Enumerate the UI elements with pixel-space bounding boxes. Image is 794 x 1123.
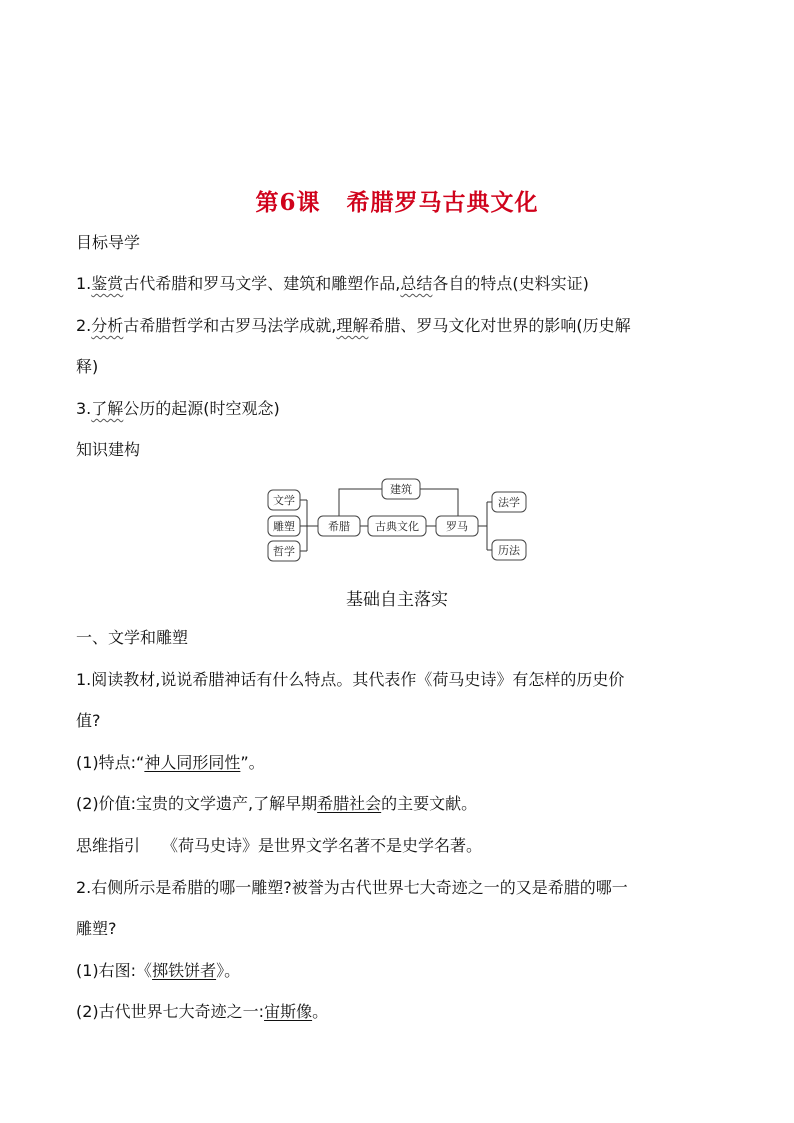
lesson-name: 希腊罗马古典文化 [346,190,539,216]
thinking-tip: 思维指引 《荷马史诗》是世界文学名著不是史学名著。 [76,836,483,855]
question-1: 1.阅读教材,说说希腊神话有什么特点。其代表作《荷马史诗》有怎样的历史价 [76,670,625,689]
section-heading: 基础自主落实 [346,590,448,610]
answer-3: (1)右图:《掷铁饼者》。 [76,961,241,980]
part1-heading: 一、文学和雕塑 [76,628,189,647]
answer-blank: 神人同形同性 [144,753,241,772]
node-literature: 文学 [273,494,295,507]
objective-2: 2.分析古希腊哲学和古罗马法学成就,理解希腊、罗马文化对世界的影响(历史解 [76,316,631,335]
answer-4: (2)古代世界七大奇迹之一:宙斯像。 [76,1002,329,1021]
question-1-cont: 值? [76,711,101,730]
question-2: 2.右侧所示是希腊的哪一雕塑?被誉为古代世界七大奇迹之一的又是希腊的哪一 [76,878,628,897]
answer-blank: 宙斯像 [264,1002,313,1021]
objectives-heading: 目标导学 [76,233,141,252]
objective-1: 1.鉴赏古代希腊和罗马文学、建筑和雕塑作品,总结各自的特点(史料实证) [76,274,589,293]
node-sculpture: 雕塑 [273,520,295,533]
answer-2: (2)价值:宝贵的文学遗产,了解早期希腊社会的主要文献。 [76,794,478,813]
answer-1: (1)特点:“神人同形同性”。 [76,753,265,772]
node-greece: 希腊 [328,520,350,533]
answer-blank: 掷铁饼者 [152,961,217,980]
node-rome: 罗马 [446,520,468,533]
node-law: 法学 [498,496,520,509]
node-philosophy: 哲学 [273,545,295,558]
answer-blank: 希腊社会 [317,794,382,813]
question-2-cont: 雕塑? [76,919,117,938]
knowledge-diagram [262,474,532,568]
node-calendar: 历法 [498,544,520,557]
node-architecture: 建筑 [390,483,412,496]
knowledge-heading: 知识建构 [76,440,141,459]
objective-3: 3.了解公历的起源(时空观念) [76,399,280,418]
objective-2-cont: 释) [76,357,99,376]
node-classical-culture: 古典文化 [375,520,419,533]
page-title: 第6课 希腊罗马古典文化 [255,189,539,216]
tip-label: 思维指引 [76,836,141,855]
